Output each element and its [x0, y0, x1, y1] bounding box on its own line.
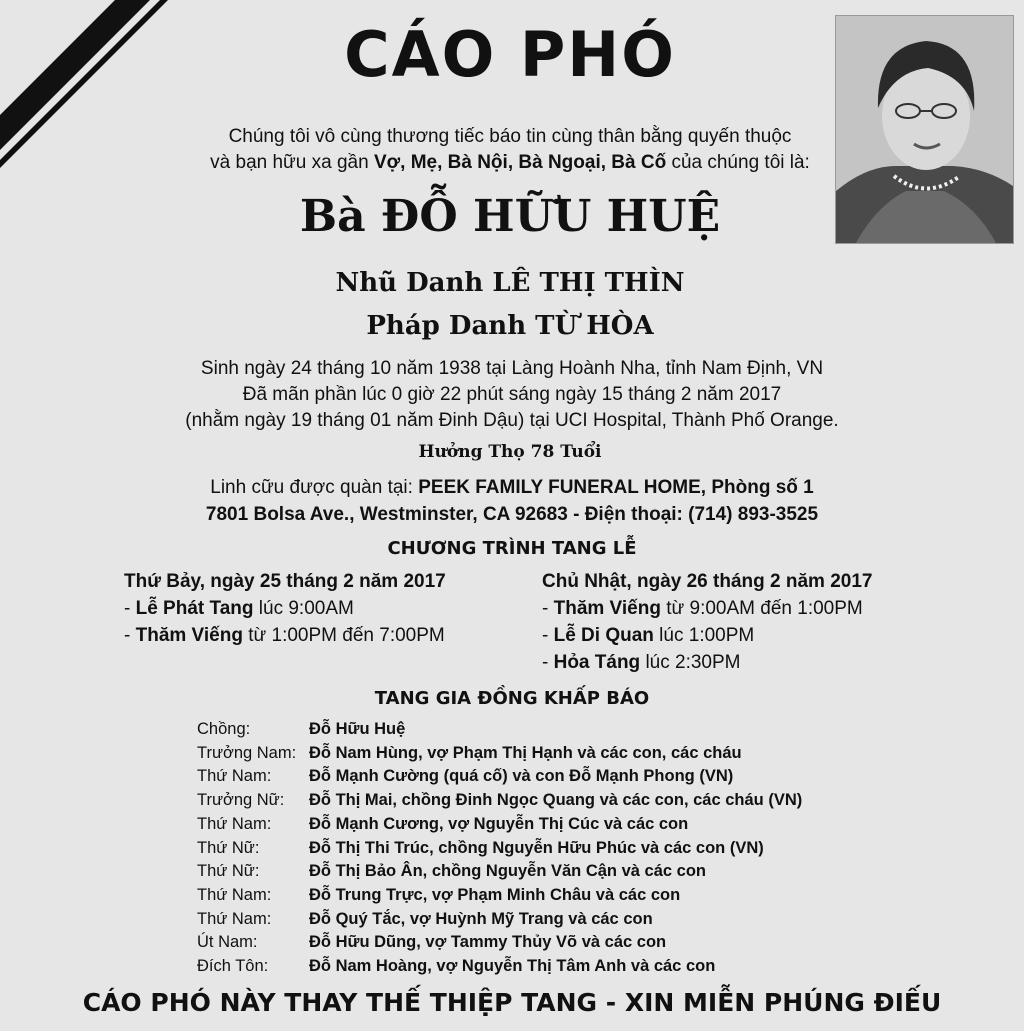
program-item: - Thăm Viếng từ 9:00AM đến 1:00PM — [542, 598, 863, 619]
deceased-name: Bà ĐỖ HỮU HUỆ — [299, 191, 721, 242]
program-day-2 — [542, 568, 872, 676]
venue-prefix: Linh cữu được quàn tại: — [210, 477, 419, 498]
page-title: CÁO PHÓ — [344, 18, 676, 91]
intro-relations: Vợ, Mẹ, Bà Nội, Bà Ngoại, Bà Cố — [373, 152, 667, 173]
birth-line: Sinh ngày 24 tháng 10 năm 1938 tại Làng Hoành Nha, tỉnh Nam Định, VN — [200, 358, 824, 379]
intro-line-2-suffix: của chúng tôi là: — [666, 152, 810, 173]
program-day-1-date: Thứ Bảy, ngày 25 tháng 2 năm 2017 — [124, 571, 446, 592]
dharma-name: Pháp Danh TỪ HÒA — [366, 311, 654, 341]
intro-line-2 — [150, 150, 870, 176]
venue-address: 7801 Bolsa Ave., Westminster, CA 92683 - Điện thoại: (714) 893-3525 — [205, 504, 819, 525]
footer-note: CÁO PHÓ NÀY THAY THẾ THIỆP TANG - XIN MIỄN PHÚNG ĐIẾU — [82, 988, 942, 1017]
program-title: CHƯƠNG TRÌNH TANG LỄ — [387, 538, 637, 559]
mourning-ribbon — [0, 0, 175, 175]
family-row: Thứ Nam: Đỗ Mạnh Cường (quá cố) và con Đỗ Mạnh Phong (VN) — [197, 767, 734, 786]
family-row: Thứ Nam: Đỗ Quý Tắc, vợ Huỳnh Mỹ Trang và các con — [197, 909, 653, 928]
family-list — [197, 718, 802, 979]
venue-place: PEEK FAMILY FUNERAL HOME, Phòng số 1 — [418, 477, 814, 498]
family-row: Thứ Nữ: Đỗ Thị Bảo Ân, chồng Nguyễn Văn Cận và các con — [197, 862, 706, 881]
family-row: Trưởng Nam: Đỗ Nam Hùng, vợ Phạm Thị Hạnh và các con, các cháu — [197, 743, 742, 762]
family-title: TANG GIA ĐỒNG KHẤP BÁO — [374, 688, 650, 709]
family-row: Thứ Nam: Đỗ Trung Trực, vợ Phạm Minh Châu và các con — [197, 885, 681, 904]
bio-text — [100, 356, 924, 434]
family-row: Út Nam: Đỗ Hữu Dũng, vợ Tammy Thủy Võ và các con — [197, 933, 667, 952]
program-item: - Lễ Phát Tang lúc 9:00AM — [124, 598, 354, 619]
lunar-date-line: (nhằm ngày 19 tháng 01 năm Đinh Dậu) tại UCI Hospital, Thành Phố Orange. — [185, 410, 839, 431]
venue-info — [100, 474, 924, 528]
family-row: Thứ Nữ: Đỗ Thị Thi Trúc, chồng Nguyễn Hữu Phúc và các con (VN) — [197, 838, 764, 857]
maiden-name: Nhũ Danh LÊ THỊ THÌN — [335, 268, 685, 298]
program-day-2-date: Chủ Nhật, ngày 26 tháng 2 năm 2017 — [542, 571, 873, 592]
family-row: Đích Tôn: Đỗ Nam Hoàng, vợ Nguyễn Thị Tâm Anh và các con — [197, 957, 716, 976]
death-line: Đã mãn phần lúc 0 giờ 22 phút sáng ngày 15 tháng 2 năm 2017 — [242, 384, 782, 405]
intro-line-1: Chúng tôi vô cùng thương tiếc báo tin cùng thân bằng quyến thuộc — [228, 126, 792, 147]
intro-line-2-prefix: và bạn hữu xa gần — [210, 152, 374, 173]
family-row: Chồng: Đỗ Hữu Huệ — [197, 720, 406, 738]
program-item: - Thăm Viếng từ 1:00PM đến 7:00PM — [124, 625, 445, 646]
program-day-1 — [124, 568, 446, 649]
intro-text — [150, 124, 870, 176]
age-line: Hưởng Thọ 78 Tuổi — [418, 442, 602, 462]
program-item: - Lễ Di Quan lúc 1:00PM — [542, 625, 755, 646]
program-item: - Hỏa Táng lúc 2:30PM — [542, 652, 741, 673]
family-row: Trưởng Nữ: Đỗ Thị Mai, chồng Đinh Ngọc Quang và các con, các cháu (VN) — [197, 791, 803, 810]
venue-line — [100, 474, 924, 501]
family-row: Thứ Nam: Đỗ Mạnh Cương, vợ Nguyễn Thị Cúc và các con — [197, 814, 689, 833]
